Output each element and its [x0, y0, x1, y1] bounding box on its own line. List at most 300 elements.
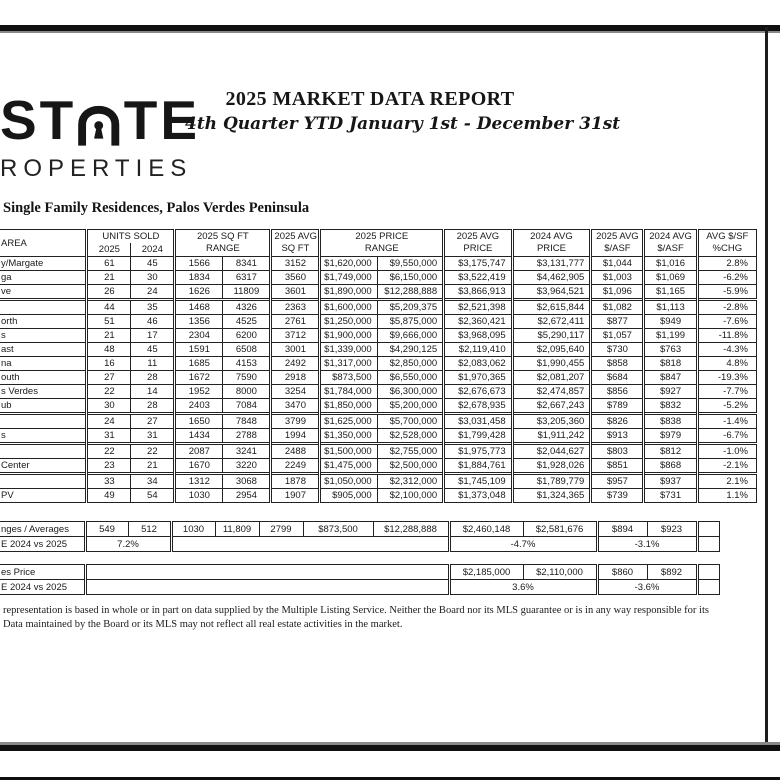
value-cell: 1650 [175, 414, 223, 429]
company-logo [0, 89, 200, 183]
logo-subtext: ROPERTIES [0, 155, 193, 182]
value-cell: $5,209,375 [377, 300, 443, 315]
table-row [0, 271, 757, 285]
value-cell: 2788 [223, 429, 271, 444]
value-cell: 7848 [223, 414, 271, 429]
median-label: es Price [0, 565, 85, 580]
table-row [0, 385, 757, 399]
value-cell: 3001 [271, 343, 320, 357]
table-row [0, 399, 757, 414]
value-cell: $2,850,000 [377, 357, 443, 371]
value-cell: 2918 [271, 371, 320, 385]
value-cell: $1,745,109 [444, 474, 512, 489]
value-cell: $868 [644, 459, 697, 474]
value-cell: $905,000 [320, 489, 377, 503]
value-cell: 1878 [271, 474, 320, 489]
value-cell: $2,676,673 [444, 385, 512, 399]
value-cell: 2488 [271, 444, 320, 459]
value-cell: $1,900,000 [320, 329, 377, 343]
value-cell: 2403 [175, 399, 223, 414]
value-cell: $1,784,000 [320, 385, 377, 399]
area-cell [0, 300, 87, 315]
value-cell: $1,884,761 [444, 459, 512, 474]
value-cell: $1,500,000 [320, 444, 377, 459]
value-cell: 1994 [271, 429, 320, 444]
value-cell: 2.1% [697, 474, 756, 489]
value-cell: 21 [87, 329, 131, 343]
totals-units-pct: 7.2% [85, 537, 171, 552]
totals-pct-empty-cell [697, 537, 719, 552]
value-cell: 2304 [175, 329, 223, 343]
keyhole-arch-icon [76, 104, 121, 147]
value-cell: $818 [644, 357, 697, 371]
col-header-units-sold: UNITS SOLD [87, 230, 175, 244]
value-cell: 1685 [175, 357, 223, 371]
value-cell: $731 [644, 489, 697, 503]
value-cell: -1.4% [697, 414, 756, 429]
value-cell: $2,083,062 [444, 357, 512, 371]
value-cell: $847 [644, 371, 697, 385]
median-pct-label: E 2024 vs 2025 [0, 580, 85, 595]
value-cell: 1030 [175, 489, 223, 503]
value-cell: $1,373,048 [444, 489, 512, 503]
value-cell: $3,175,747 [444, 257, 512, 271]
value-cell: 8000 [223, 385, 271, 399]
value-cell: $949 [644, 315, 697, 329]
value-cell: $2,081,207 [512, 371, 591, 385]
value-cell: -5.9% [697, 285, 756, 300]
median-pct-row [0, 580, 719, 595]
value-cell: 21 [87, 271, 131, 285]
value-cell: 3254 [271, 385, 320, 399]
value-cell: 4326 [223, 300, 271, 315]
value-cell: $1,928,026 [512, 459, 591, 474]
value-cell: $2,100,000 [377, 489, 443, 503]
totals-sqft-low: 1030 [171, 522, 215, 537]
value-cell: 1468 [175, 300, 223, 315]
value-cell: $1,749,000 [320, 271, 377, 285]
median-empty-cell [697, 565, 719, 580]
value-cell: $6,550,000 [377, 371, 443, 385]
value-cell: $1,890,000 [320, 285, 377, 300]
median-asf-2024: $892 [647, 565, 697, 580]
value-cell: 45 [131, 343, 175, 357]
value-cell: $3,968,095 [444, 329, 512, 343]
value-cell: $832 [644, 399, 697, 414]
value-cell: $1,625,000 [320, 414, 377, 429]
table-row [0, 474, 757, 489]
value-cell: $826 [591, 414, 644, 429]
value-cell: 3560 [271, 271, 320, 285]
median-price-2025: $2,185,000 [449, 565, 523, 580]
value-cell: $1,799,428 [444, 429, 512, 444]
value-cell: $2,672,411 [512, 315, 591, 329]
value-cell: 21 [131, 459, 175, 474]
area-cell: PV [0, 489, 87, 503]
table-row [0, 357, 757, 371]
value-cell: $1,096 [591, 285, 644, 300]
value-cell: $873,500 [320, 371, 377, 385]
value-cell: -6.7% [697, 429, 756, 444]
value-cell: 1952 [175, 385, 223, 399]
value-cell: 24 [87, 414, 131, 429]
value-cell: 49 [87, 489, 131, 503]
value-cell: $858 [591, 357, 644, 371]
median-row [0, 565, 719, 580]
col-header-sqft-range: 2025 SQ FT RANGE [175, 230, 271, 257]
table-row [0, 444, 757, 459]
value-cell: $2,678,935 [444, 399, 512, 414]
value-cell: $1,069 [644, 271, 697, 285]
value-cell: $1,620,000 [320, 257, 377, 271]
table-row [0, 285, 757, 300]
median-asf-2025: $860 [597, 565, 647, 580]
value-cell: $2,044,627 [512, 444, 591, 459]
value-cell: 1670 [175, 459, 223, 474]
totals-price-high: $12,288,888 [373, 522, 449, 537]
value-cell: $730 [591, 343, 644, 357]
frame-bottom-bar [0, 745, 780, 751]
value-cell: $957 [591, 474, 644, 489]
value-cell: $2,615,844 [512, 300, 591, 315]
value-cell: 2363 [271, 300, 320, 315]
col-header-avg-price-2024: 2024 AVG PRICE [512, 230, 591, 257]
median-pct-empty-cell [697, 580, 719, 595]
median-table [0, 564, 720, 595]
value-cell: 8341 [223, 257, 271, 271]
value-cell: $4,290,125 [377, 343, 443, 357]
value-cell: 22 [87, 385, 131, 399]
value-cell: 1.1% [697, 489, 756, 503]
value-cell: $913 [591, 429, 644, 444]
value-cell: 3152 [271, 257, 320, 271]
table-row [0, 257, 757, 271]
value-cell: 22 [131, 444, 175, 459]
value-cell: $3,031,458 [444, 414, 512, 429]
value-cell: $927 [644, 385, 697, 399]
value-cell: 1626 [175, 285, 223, 300]
value-cell: $812 [644, 444, 697, 459]
value-cell: $684 [591, 371, 644, 385]
totals-asf-2024: $923 [647, 522, 697, 537]
value-cell: $851 [591, 459, 644, 474]
value-cell: 7084 [223, 399, 271, 414]
value-cell: $2,528,000 [377, 429, 443, 444]
value-cell: 2.8% [697, 257, 756, 271]
value-cell: 31 [87, 429, 131, 444]
value-cell: $1,911,242 [512, 429, 591, 444]
table-row [0, 343, 757, 357]
col-header-asf-2024: 2024 AVG $/ASF [644, 230, 697, 257]
value-cell: 28 [131, 399, 175, 414]
value-cell: 22 [87, 444, 131, 459]
value-cell: $1,057 [591, 329, 644, 343]
area-cell [0, 414, 87, 429]
area-cell: s [0, 329, 87, 343]
totals-avg-sqft: 2799 [259, 522, 303, 537]
table-row [0, 414, 757, 429]
value-cell: $5,200,000 [377, 399, 443, 414]
value-cell: 1434 [175, 429, 223, 444]
value-cell: 2954 [223, 489, 271, 503]
value-cell: 1672 [175, 371, 223, 385]
median-price-pct: 3.6% [449, 580, 597, 595]
value-cell: $2,755,000 [377, 444, 443, 459]
totals-mid-empty [171, 537, 449, 552]
value-cell: $5,290,117 [512, 329, 591, 343]
area-cell: ast [0, 343, 87, 357]
value-cell: 45 [131, 257, 175, 271]
value-cell: $1,350,000 [320, 429, 377, 444]
value-cell: $877 [591, 315, 644, 329]
report-title: 2025 MARKET DATA REPORT [225, 88, 515, 110]
value-cell: $12,288,888 [377, 285, 443, 300]
value-cell: 54 [131, 489, 175, 503]
value-cell: -1.0% [697, 444, 756, 459]
value-cell: 11 [131, 357, 175, 371]
value-cell: $6,300,000 [377, 385, 443, 399]
col-header-units-2025: 2025 [87, 243, 131, 257]
area-cell: Center [0, 459, 87, 474]
value-cell: 3601 [271, 285, 320, 300]
value-cell: $9,666,000 [377, 329, 443, 343]
totals-avg-price-pct: -4.7% [449, 537, 597, 552]
value-cell: 51 [87, 315, 131, 329]
value-cell: 6508 [223, 343, 271, 357]
value-cell: -2.1% [697, 459, 756, 474]
totals-avg-price-2024: $2,581,676 [523, 522, 597, 537]
table-row [0, 329, 757, 343]
value-cell: $2,095,640 [512, 343, 591, 357]
value-cell: 33 [87, 474, 131, 489]
value-cell: 27 [131, 414, 175, 429]
value-cell: -2.8% [697, 300, 756, 315]
value-cell: $2,119,410 [444, 343, 512, 357]
value-cell: 11809 [223, 285, 271, 300]
value-cell: 28 [131, 371, 175, 385]
value-cell: $3,964,521 [512, 285, 591, 300]
value-cell: 4525 [223, 315, 271, 329]
value-cell: $3,131,777 [512, 257, 591, 271]
value-cell: 3470 [271, 399, 320, 414]
value-cell: $2,667,243 [512, 399, 591, 414]
value-cell: $838 [644, 414, 697, 429]
value-cell: $1,600,000 [320, 300, 377, 315]
value-cell: $3,205,360 [512, 414, 591, 429]
mls-disclaimer-line2: Data maintained by the Board or its MLS may not reflect all real estate activities in the market. [3, 619, 403, 630]
median-mid-empty [85, 565, 449, 580]
col-header-avg-price-2025: 2025 AVG PRICE [444, 230, 512, 257]
value-cell: 4.8% [697, 357, 756, 371]
logo-text-left: ST [0, 89, 77, 151]
value-cell: $1,003 [591, 271, 644, 285]
value-cell: 27 [87, 371, 131, 385]
area-cell: orth [0, 315, 87, 329]
value-cell: $1,113 [644, 300, 697, 315]
value-cell: 6200 [223, 329, 271, 343]
value-cell: 14 [131, 385, 175, 399]
value-cell: 1312 [175, 474, 223, 489]
value-cell: 24 [131, 285, 175, 300]
value-cell: $1,044 [591, 257, 644, 271]
table-row [0, 459, 757, 474]
totals-asf-2025: $894 [597, 522, 647, 537]
table-row [0, 489, 757, 503]
totals-units-2025: 549 [85, 522, 128, 537]
median-pct-mid-empty [85, 580, 449, 595]
value-cell: $1,165 [644, 285, 697, 300]
value-cell: $1,317,000 [320, 357, 377, 371]
col-header-price-range: 2025 PRICE RANGE [320, 230, 444, 257]
value-cell: 3799 [271, 414, 320, 429]
area-cell: y/Margate [0, 257, 87, 271]
value-cell: -5.2% [697, 399, 756, 414]
value-cell: $739 [591, 489, 644, 503]
value-cell: $979 [644, 429, 697, 444]
totals-table [0, 521, 720, 552]
area-cell: ga [0, 271, 87, 285]
value-cell: $803 [591, 444, 644, 459]
section-title: Single Family Residences, Palos Verdes Peninsula [3, 200, 310, 216]
mls-disclaimer [3, 604, 763, 632]
value-cell: $1,199 [644, 329, 697, 343]
totals-avg-price-2025: $2,460,148 [449, 522, 523, 537]
value-cell: 2761 [271, 315, 320, 329]
area-cell: ub [0, 399, 87, 414]
value-cell: 46 [131, 315, 175, 329]
median-price-2024: $2,110,000 [523, 565, 597, 580]
value-cell: 6317 [223, 271, 271, 285]
totals-empty-cell [697, 522, 719, 537]
value-cell: $789 [591, 399, 644, 414]
area-cell: s [0, 429, 87, 444]
col-header-avg-sqft: 2025 AVG SQ FT [271, 230, 320, 257]
value-cell: $856 [591, 385, 644, 399]
value-cell: $2,500,000 [377, 459, 443, 474]
value-cell: 35 [131, 300, 175, 315]
frame-right-line [765, 27, 768, 749]
value-cell: -4.3% [697, 343, 756, 357]
value-cell: 3241 [223, 444, 271, 459]
logo-wordmark [0, 89, 200, 151]
value-cell: $2,360,421 [444, 315, 512, 329]
value-cell: 34 [131, 474, 175, 489]
value-cell: $2,521,398 [444, 300, 512, 315]
value-cell: $9,550,000 [377, 257, 443, 271]
value-cell: 2492 [271, 357, 320, 371]
value-cell: $1,082 [591, 300, 644, 315]
value-cell: 2249 [271, 459, 320, 474]
value-cell: $1,324,365 [512, 489, 591, 503]
value-cell: $937 [644, 474, 697, 489]
report-subtitle: 4th Quarter YTD January 1st - December 31st [185, 114, 621, 134]
value-cell: $4,462,905 [512, 271, 591, 285]
totals-asf-pct: -3.1% [597, 537, 697, 552]
table-row [0, 315, 757, 329]
value-cell: 4153 [223, 357, 271, 371]
value-cell: $2,474,857 [512, 385, 591, 399]
value-cell: -11.8% [697, 329, 756, 343]
col-header-units-2024: 2024 [131, 243, 175, 257]
totals-sqft-high: 11,809 [215, 522, 259, 537]
value-cell: $1,250,000 [320, 315, 377, 329]
value-cell: -6.2% [697, 271, 756, 285]
value-cell: $1,990,455 [512, 357, 591, 371]
totals-label: nges / Averages [0, 522, 85, 537]
area-cell: s Verdes [0, 385, 87, 399]
col-header-avg-sf-chg: AVG $/SF %CHG [697, 230, 756, 257]
value-cell: $3,866,913 [444, 285, 512, 300]
value-cell: 31 [131, 429, 175, 444]
totals-units-2024: 512 [128, 522, 171, 537]
value-cell: -19.3% [697, 371, 756, 385]
value-cell: $1,850,000 [320, 399, 377, 414]
value-cell: 26 [87, 285, 131, 300]
value-cell: 16 [87, 357, 131, 371]
table-row [0, 300, 757, 315]
value-cell: 30 [87, 399, 131, 414]
col-header-asf-2025: 2025 AVG $/ASF [591, 230, 644, 257]
value-cell: $5,875,000 [377, 315, 443, 329]
value-cell: 1566 [175, 257, 223, 271]
area-cell: na [0, 357, 87, 371]
value-cell: 1907 [271, 489, 320, 503]
value-cell: $1,050,000 [320, 474, 377, 489]
totals-pct-row [0, 537, 719, 552]
value-cell: $3,522,419 [444, 271, 512, 285]
value-cell: 61 [87, 257, 131, 271]
value-cell: 48 [87, 343, 131, 357]
market-data-table [0, 229, 757, 503]
value-cell: $2,312,000 [377, 474, 443, 489]
market-table-body [0, 257, 757, 503]
value-cell: $5,700,000 [377, 414, 443, 429]
value-cell: 17 [131, 329, 175, 343]
value-cell: $1,970,365 [444, 371, 512, 385]
totals-price-low: $873,500 [303, 522, 373, 537]
area-cell [0, 444, 87, 459]
value-cell: 1591 [175, 343, 223, 357]
col-header-area: AREA [0, 230, 87, 257]
value-cell: $1,975,773 [444, 444, 512, 459]
value-cell: 7590 [223, 371, 271, 385]
value-cell: 3220 [223, 459, 271, 474]
value-cell: -7.6% [697, 315, 756, 329]
value-cell: $763 [644, 343, 697, 357]
value-cell: $1,475,000 [320, 459, 377, 474]
area-cell [0, 474, 87, 489]
value-cell: $6,150,000 [377, 271, 443, 285]
value-cell: $1,789,779 [512, 474, 591, 489]
totals-pct-label: E 2024 vs 2025 [0, 537, 85, 552]
table-row [0, 429, 757, 444]
median-asf-pct: -3.6% [597, 580, 697, 595]
report-header [185, 88, 621, 134]
table-row [0, 371, 757, 385]
value-cell: 3068 [223, 474, 271, 489]
value-cell: $1,016 [644, 257, 697, 271]
frame-top-shadow [0, 31, 780, 33]
value-cell: 2087 [175, 444, 223, 459]
value-cell: 23 [87, 459, 131, 474]
logo-text-right: TE [123, 89, 200, 151]
mls-disclaimer-line1: representation is based in whole or in part on data supplied by the Multiple Listing Service. Neither the Board nor its MLS guarantee or is in any way responsible for its [3, 605, 709, 616]
value-cell: 3712 [271, 329, 320, 343]
value-cell: 30 [131, 271, 175, 285]
value-cell: $1,339,000 [320, 343, 377, 357]
area-cell: ve [0, 285, 87, 300]
value-cell: 1356 [175, 315, 223, 329]
